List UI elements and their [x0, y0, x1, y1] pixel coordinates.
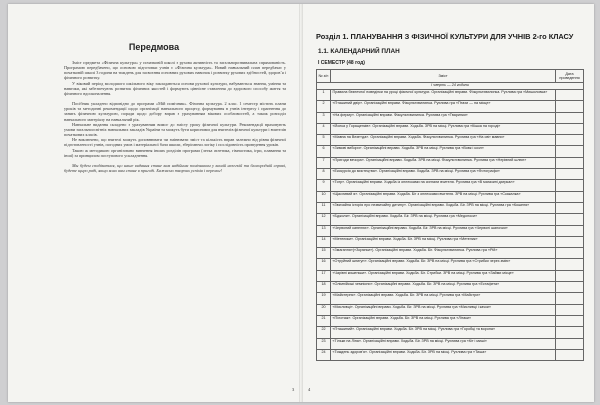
- row-number: 4: [317, 123, 331, 134]
- table-row: [317, 112, 584, 123]
- row-content: «Червоний капелюх». Організаційні вправи. Ходьба. Біг. ЗРВ на місці. Рухлива гра «Червоні шапочки»: [331, 225, 556, 236]
- section-subtitle: 1.1. КАЛЕНДАРНИЙ ПЛАН: [318, 48, 400, 55]
- row-date: [556, 214, 584, 225]
- table-row: [317, 101, 584, 112]
- row-number: 10: [317, 191, 331, 202]
- table-row: [317, 270, 584, 281]
- row-date: [556, 327, 584, 338]
- preface-title: Передмова: [128, 42, 180, 52]
- column-header-content: Зміст: [331, 70, 556, 83]
- row-date: [556, 225, 584, 236]
- row-number: 8: [317, 169, 331, 180]
- quarter-label: I чверть — 24 години: [317, 83, 584, 90]
- preface-paragraph: Зміст предмета «Фізична культура» у початковій школі з рухова активність та загальнорозвивальна спрямованість. Програмою передбачено, що основою підготовки учнів є «Фізична культура». Новий навчальний план передбачає у початковій школі 3 години на тиждень для засвоєння основних рухових навичок і розвитку рухових здібностей, здоров’я і фізичного розвитку.: [64, 60, 286, 81]
- row-content: «Пташиний». Організаційні вправи. Ходьба. Біг. ЗРВ на місці. Рухлива гра «Горобці та ворона»: [331, 327, 556, 338]
- row-number: 17: [317, 270, 331, 281]
- preface-paragraph: Навчальне видання складено з урахуванням вимог до змісту уроку фізичної культури. Рекомендації враховують умови загальноосвітніх навчальних закладів України та можуть бути корисними для вчителів фізичної культури і вчителів початкових класів.: [64, 121, 286, 138]
- table-body: [317, 83, 584, 361]
- row-content: «Мавпа на Везе»да». Організаційні вправи. Ходьба. Фізкультхвилинка. Рухлива гра «На світ мавпи»: [331, 135, 556, 146]
- row-content: «Тільки на Ліна». Організаційні вправи. Ходьба. Біг. ЗРВ на місці. Рухлива гра «Кіт і миші»: [331, 338, 556, 349]
- column-header-number: № з/п: [317, 70, 331, 83]
- row-date: [556, 180, 584, 191]
- row-number: 24: [317, 349, 331, 360]
- section-title: Розділ 1. ПЛАНУВАННЯ З ФІЗИЧНОЇ КУЛЬТУРИ ДЛЯ УЧНІВ 2-го КЛАСУ: [316, 32, 574, 41]
- row-number: 15: [317, 248, 331, 259]
- row-number: 22: [317, 327, 331, 338]
- row-content: «Метелики». Організаційні вправи. Ходьба. Біг. ЗРВ на місці. Рухлива гра «Метелик»: [331, 236, 556, 247]
- row-date: [556, 282, 584, 293]
- row-date: [556, 157, 584, 168]
- table-row: [317, 214, 584, 225]
- row-date: [556, 236, 584, 247]
- table-row: [317, 202, 584, 213]
- row-number: 7: [317, 157, 331, 168]
- row-number: 19: [317, 293, 331, 304]
- preface-paragraph: Такою ж методикою організовано вивчення інших розділів програми (легка атлетика, гімнастика, ігри, плавання та інші) за принципом поступового ускладнення.: [64, 147, 286, 158]
- row-number: 18: [317, 282, 331, 293]
- row-date: [556, 315, 584, 326]
- left-page: [8, 4, 300, 402]
- row-number: 9: [317, 180, 331, 191]
- table-row: [317, 349, 584, 360]
- row-content: «Екскурсія до мистецтва». Організаційні вправи. Ходьба. ЗРВ на місці. Рухлива гра «Фотографи»: [331, 169, 556, 180]
- row-date: [556, 191, 584, 202]
- row-date: [556, 123, 584, 134]
- table-row: [317, 282, 584, 293]
- row-date: [556, 248, 584, 259]
- table-row: [317, 259, 584, 270]
- row-number: 14: [317, 236, 331, 247]
- row-number: 1: [317, 90, 331, 101]
- row-content: «Пташиний двір». Організаційні вправи. Фізкультхвилинка. Рухлива гра «Птахи — на місце»: [331, 101, 556, 112]
- table-header-row: [317, 70, 584, 83]
- book-spread: [8, 4, 594, 402]
- row-content: «На ферму». Організаційні вправи. Фізкультхвилинка. Рухлива гра «Тваринки»: [331, 112, 556, 123]
- preface-paragraph: Не виключено, що вчителі можуть доповнювати чи змінювати зміст та кількість вправ залежно від рівня фізичної підготовленості учнів, погодних умов і матеріальної бази школи, зберігаючи логіку і послідовність проведення уроків.: [64, 137, 286, 148]
- row-date: [556, 146, 584, 157]
- row-date: [556, 293, 584, 304]
- row-date: [556, 338, 584, 349]
- row-number: 12: [317, 214, 331, 225]
- right-page: [302, 4, 594, 402]
- row-content: «Бджоли». Організаційні вправи. Ходьба. Біг. ЗРВ на місці. Рухлива гра «Медоноси»: [331, 214, 556, 225]
- table-row: [317, 157, 584, 168]
- table-row: [317, 338, 584, 349]
- row-number: 3: [317, 112, 331, 123]
- table-row: [317, 225, 584, 236]
- row-number: 11: [317, 202, 331, 213]
- preface-body: [64, 60, 286, 173]
- row-date: [556, 304, 584, 315]
- preface-closing: Мы будем сподіватися, що наше видання стане вам надійним помічником у вашій нелегкій та благородній справі, будете щиро раді, якщо воно вам стане в пригоді. Бажаємо творчих успіхів і перемог!: [64, 162, 286, 173]
- preface-paragraph: Посібник укладено відповідно до програми «Мій помічник». Фізична культура. 2 клас. 1 семестр містить плани уроків та методичні рекомендації щодо організації навчального процесу, формування в учнів інтересу і прагнення до занять фізичною культурою, поради щодо добору вправ з урахуванням вікових особливостей, а також розподіл навчального матеріалу на навчальний рік.: [64, 101, 286, 122]
- row-content: «Майстерня». Організаційні вправи. Ходьба. Біг. ЗРВ на місці. Рухлива гра «Майстри»: [331, 293, 556, 304]
- row-content: «Мисливці». Організаційні вправи. Ходьба. Біг. ЗРВ на місці. Рухлива гра «Мисливці і качки»: [331, 304, 556, 315]
- row-number: 13: [317, 225, 331, 236]
- table-row: [317, 236, 584, 247]
- row-date: [556, 90, 584, 101]
- column-header-date: Дата проведення: [556, 70, 584, 83]
- page-number: 4: [308, 387, 311, 392]
- row-date: [556, 135, 584, 146]
- quarter-row: [317, 83, 584, 90]
- row-content: «Йолка у Горащенків». Організаційні вправи. Ходьба. ЗРВ на місці. Рухлива гра «Кішка на городі»: [331, 123, 556, 134]
- table-row: [317, 146, 584, 157]
- table-row: [317, 191, 584, 202]
- table-row: [317, 123, 584, 134]
- row-number: 6: [317, 146, 331, 157]
- row-content: Правила безпечної поведінки на уроці фізичної культури. Організаційні вправи. Фізкультхвилинка. Рухлива гра «Мишоловка»: [331, 90, 556, 101]
- table-row: [317, 327, 584, 338]
- table-row: [317, 304, 584, 315]
- row-content: «Зимові вибори». Організаційні вправи. Ходьба. ЗРВ на місці. Рухлива гра «Вовк і козл»: [331, 146, 556, 157]
- row-date: [556, 270, 584, 281]
- row-content: «Отруйний шпигун». Організаційні вправи. Ходьба. Біг. ЗРВ на місці. Рухлива гра «Стрибки через змію»: [331, 259, 556, 270]
- row-content: «Пригоди вечора». Організаційні вправи. Ходьба. ЗРВ на місці. Фізкультхвилинка. Рухлива гра «Нерівний шлюп»: [331, 157, 556, 168]
- table-row: [317, 135, 584, 146]
- row-number: 23: [317, 338, 331, 349]
- calendar-plan-table: [316, 69, 584, 361]
- row-content: «Тиждень здоров’я». Організаційні вправи. Ходьба. Біг. ЗРВ на місці. Рухлива гра «Тиша»: [331, 349, 556, 360]
- preface-paragraph: У віковий період молодшого шкільного віку закладаються основи рухової культури, набуваються знання, уміння та навички, які забезпечують розвиток фізичних якостей і формують ціннісне ставлення до здорового способу життя та фізичного вдосконалення.: [64, 80, 286, 96]
- row-number: 20: [317, 304, 331, 315]
- row-content: «Змагання»(«Зорянки»). Організаційні вправи. Ходьба. Біг. Фізкультхвилинка. Рухлива гра «Рій»: [331, 248, 556, 259]
- semester-label: I СЕМЕСТР (48 год): [318, 60, 365, 66]
- row-date: [556, 259, 584, 270]
- row-date: [556, 169, 584, 180]
- row-date: [556, 112, 584, 123]
- row-content: «Пілотаж». Організаційні вправи. Ходьба. Біг. ЗРВ на місці. Рухлива гра «Літаки»: [331, 315, 556, 326]
- table-row: [317, 169, 584, 180]
- row-content: «Звичайна історія про незвичайну дитину». Організаційні вправи. Ходьба. Біг. ЗРВ на місці. Рухлива гра «Кошеня»: [331, 202, 556, 213]
- row-date: [556, 202, 584, 213]
- table-row: [317, 180, 584, 191]
- row-number: 5: [317, 135, 331, 146]
- table-row: [317, 248, 584, 259]
- row-content: «Щасливий я». Організаційні вправи. Ходьба. Біг з оплесками вчителя. ЗРВ на місці. Рухлива гра «Скакалка»: [331, 191, 556, 202]
- row-number: 21: [317, 315, 331, 326]
- table-row: [317, 90, 584, 101]
- table-row: [317, 293, 584, 304]
- page-number: 3: [292, 387, 295, 392]
- table-row: [317, 315, 584, 326]
- row-number: 16: [317, 259, 331, 270]
- row-content: «Чарівні кишеньки». Організаційні вправи. Ходьба. Біг. Стрибки. ЗРВ на місці. Рухлива гра «Займи місце»: [331, 270, 556, 281]
- row-content: «Тигр». Організаційні вправи. Ходьба із оплесками на сигнали вчителя. Рухлива гра «В магазині дзеркал»: [331, 180, 556, 191]
- row-date: [556, 349, 584, 360]
- row-number: 2: [317, 101, 331, 112]
- row-date: [556, 101, 584, 112]
- row-content: «Олімпійські чемпіони». Організаційні вправи. Ходьба. Біг. ЗРВ на місці. Рухлива гра «Естафета»: [331, 282, 556, 293]
